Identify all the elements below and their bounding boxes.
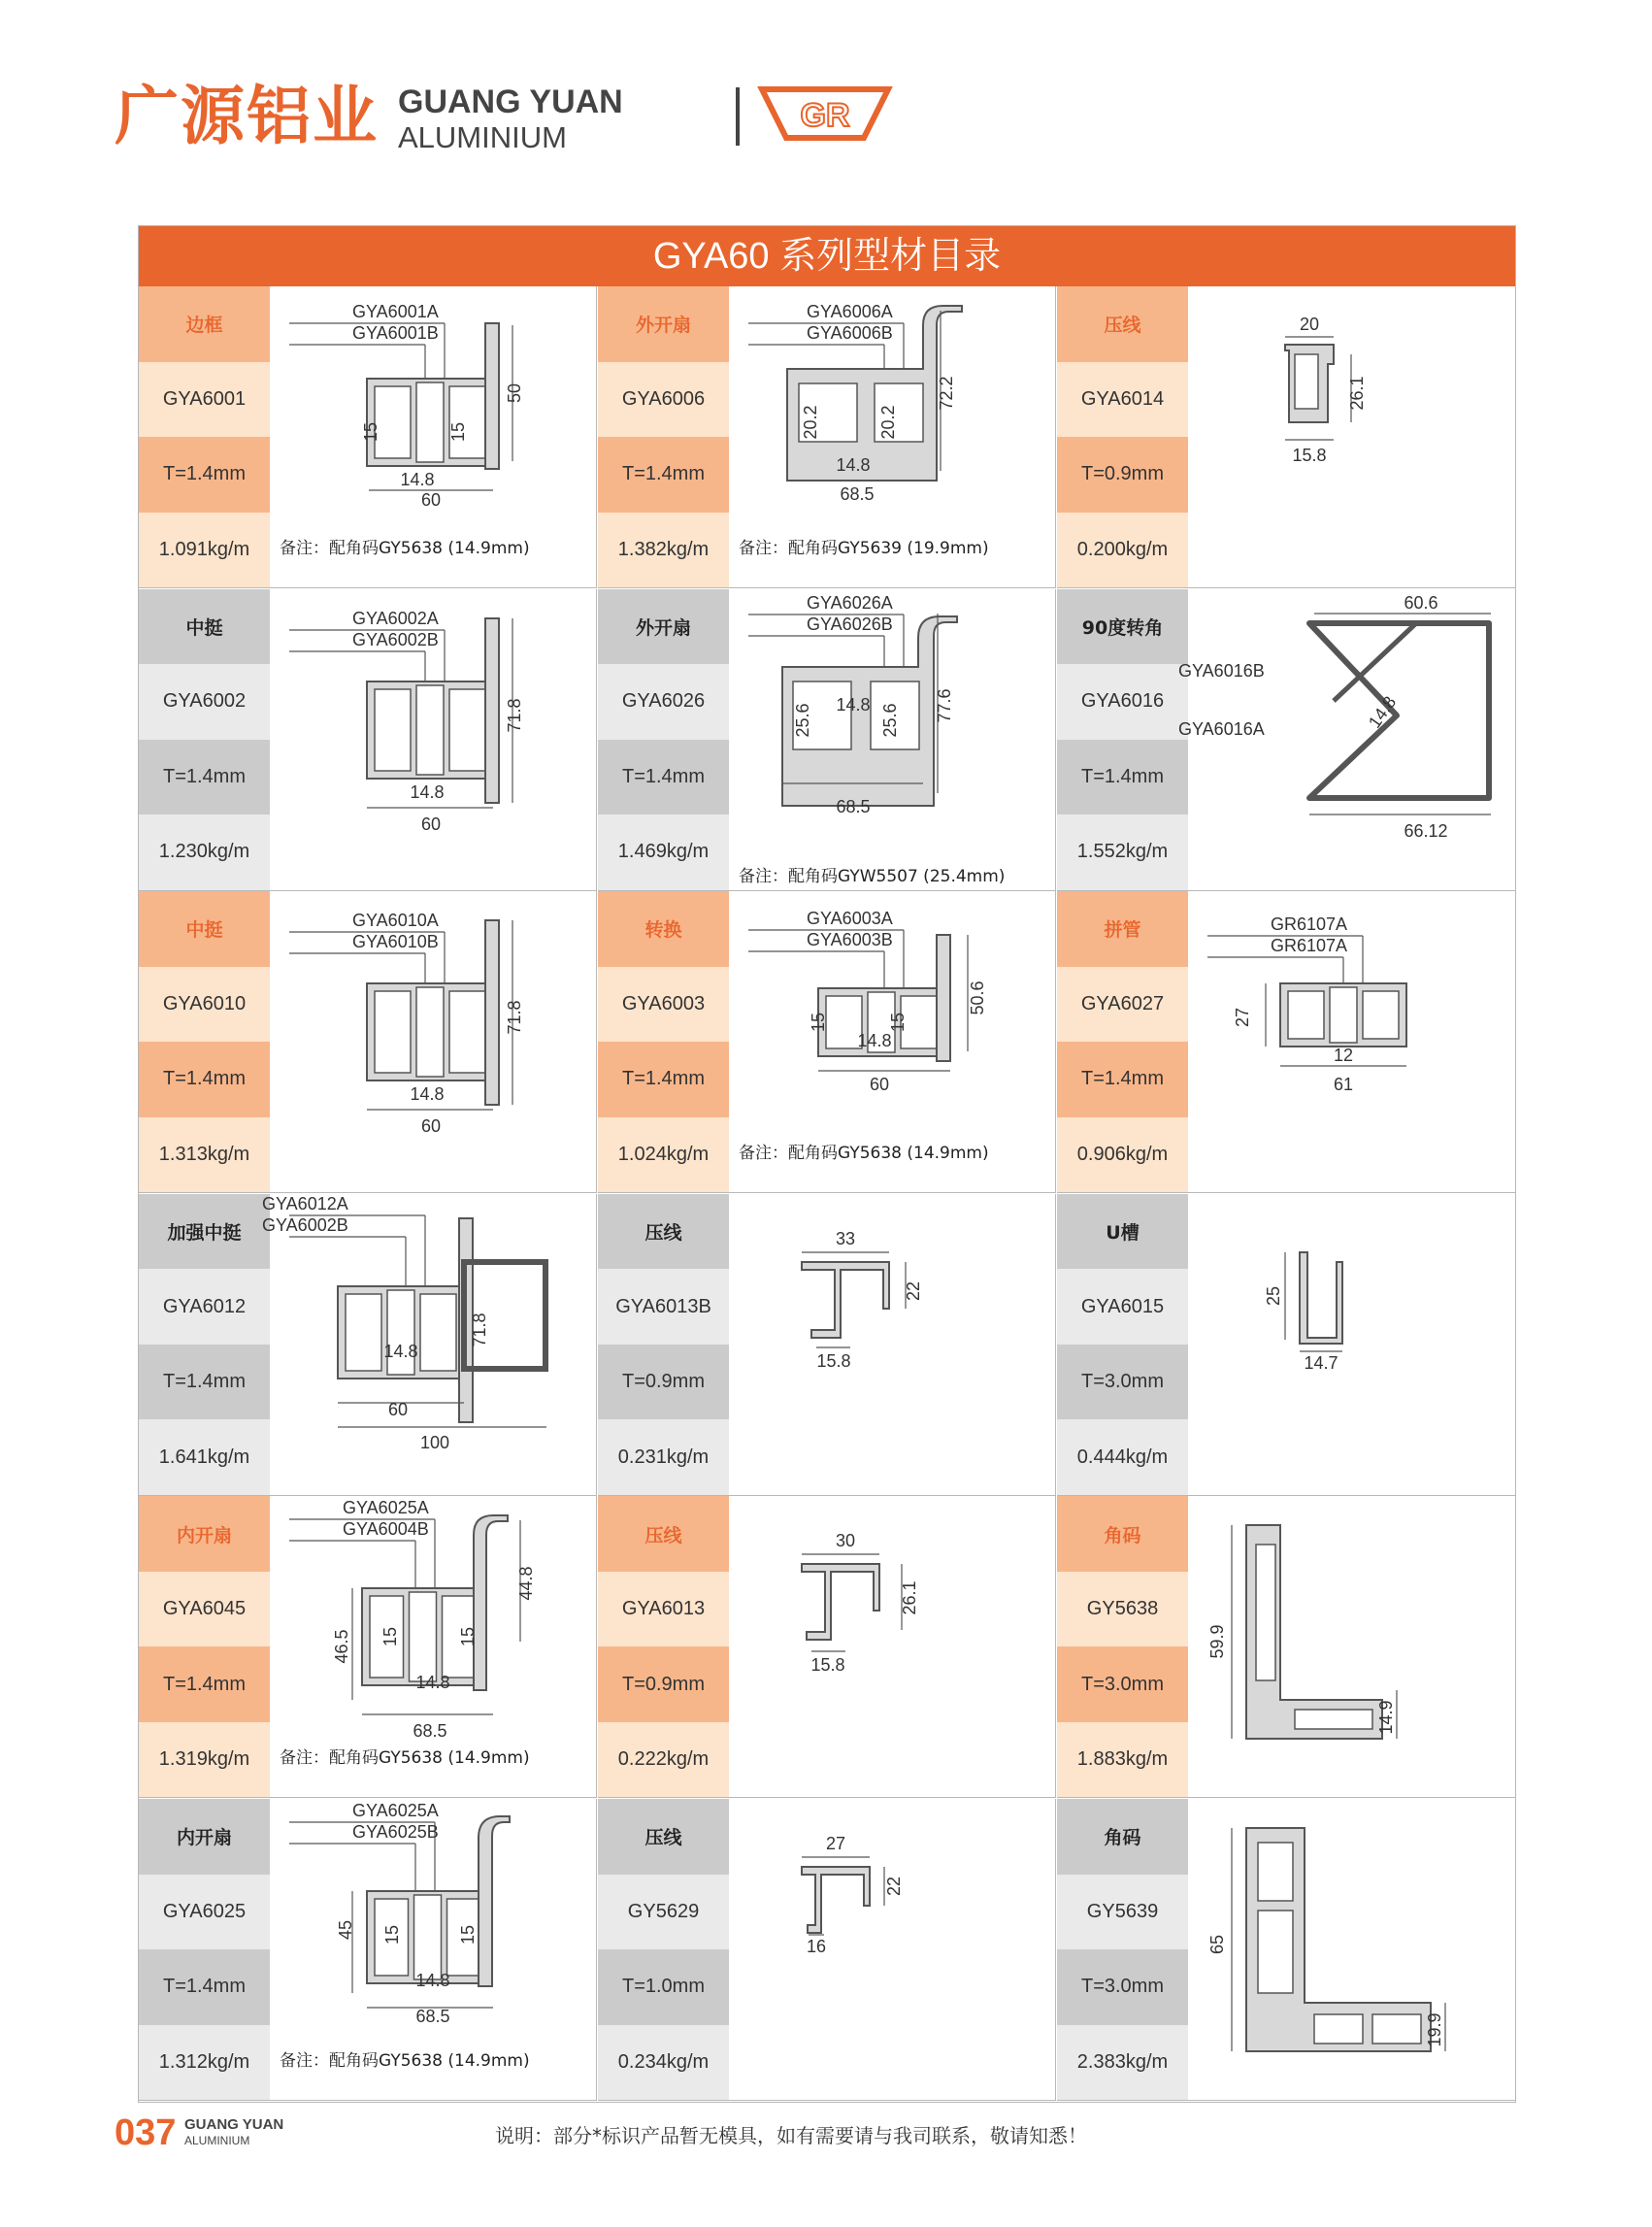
product-cell — [1057, 1496, 1515, 1798]
product-code: GYA6026 — [598, 664, 729, 740]
profile-drawing-area — [729, 589, 1055, 890]
product-thickness: T=0.9mm — [598, 1345, 729, 1420]
product-thickness: T=3.0mm — [1057, 1949, 1188, 2025]
dimension-label: 15 — [380, 1627, 400, 1647]
footer-brand: GUANG YUAN — [184, 2116, 284, 2133]
product-cell — [1057, 1194, 1515, 1496]
product-cell — [598, 589, 1056, 891]
product-name: 加强中挺 — [139, 1194, 270, 1270]
product-code: GYA6006 — [598, 362, 729, 438]
product-code: GYA6002 — [139, 664, 270, 740]
product-thickness: T=3.0mm — [1057, 1345, 1188, 1420]
product-weight: 1.313kg/m — [139, 1117, 270, 1193]
profile-code-label: GYA6025B — [352, 1822, 439, 1842]
dimension-label: 25.6 — [880, 703, 900, 738]
product-cell — [139, 286, 597, 588]
product-name: U槽 — [1057, 1194, 1188, 1270]
product-weight: 1.641kg/m — [139, 1419, 270, 1495]
product-labels — [139, 1799, 270, 2100]
dimension-label: 15 — [888, 1013, 908, 1033]
profile-code-label: GYA6016A — [1178, 718, 1265, 739]
profile-code-label: GYA6001B — [352, 323, 439, 343]
product-thickness: T=1.4mm — [139, 1042, 270, 1117]
profile-code-label: GYA6025A — [343, 1498, 429, 1518]
dimension-label: 14.8 — [857, 1031, 892, 1051]
profile-drawing-area — [270, 891, 596, 1192]
dimension-label: 14.8 — [836, 455, 871, 475]
dimension-label: 14.8 — [410, 781, 445, 802]
product-labels — [1057, 891, 1188, 1192]
profile-drawing — [1188, 286, 1514, 587]
profile-code-label: GYA6010A — [352, 911, 439, 931]
dimension-label: 50 — [505, 382, 524, 404]
footer-note: 说明：部分*标识产品暂无模具，如有需要请与我司联系，敬请知悉！ — [495, 2124, 1087, 2147]
dimension-label: 14.8 — [836, 694, 871, 715]
dimension-label: 14.8 — [415, 1971, 450, 1990]
dimension-label: 14.7 — [1304, 1352, 1338, 1373]
profile-drawing-area — [262, 1193, 596, 1495]
profile-code-label: GYA6026B — [807, 614, 893, 634]
product-weight: 2.383kg/m — [1057, 2025, 1188, 2101]
product-cell — [139, 1799, 597, 2101]
dimension-label: 60 — [420, 490, 442, 510]
dimension-label: 61 — [1333, 1075, 1354, 1095]
dimension-label: 14.8 — [400, 470, 435, 489]
product-thickness: T=1.4mm — [1057, 740, 1188, 815]
profile-drawing-area — [1188, 286, 1514, 587]
brand-name-cn: 广源铝业 — [115, 79, 379, 153]
product-labels — [1057, 286, 1188, 587]
dimension-label: 27 — [825, 1834, 846, 1853]
product-cell — [139, 589, 597, 891]
dimension-label: 14.8 — [383, 1341, 418, 1361]
dimension-label: 15 — [382, 1924, 402, 1945]
profile-code-label: GYA6003B — [807, 930, 893, 950]
product-thickness: T=1.4mm — [598, 1042, 729, 1117]
dimension-label: 14.9 — [1376, 1700, 1396, 1735]
product-code: GY5638 — [1057, 1572, 1188, 1647]
product-labels — [598, 891, 729, 1192]
product-code: GYA6003 — [598, 967, 729, 1043]
profile-drawing — [1188, 1194, 1514, 1495]
product-labels — [139, 1496, 270, 1797]
product-labels — [598, 1496, 729, 1797]
profile-code-label: GYA6026A — [807, 592, 893, 613]
product-name: 边框 — [139, 286, 270, 362]
brand-name-en: GUANG YUAN — [398, 83, 623, 120]
product-name: 外开扇 — [598, 589, 729, 665]
profile-code-label: GYA6002A — [352, 608, 439, 628]
dimension-label: 15.8 — [810, 1655, 845, 1676]
brand-name-en-sub: ALUMINIUM — [398, 120, 567, 154]
profile-drawing-area — [729, 286, 1055, 587]
dimension-label: 14.8 — [1364, 692, 1401, 732]
dimension-label: 60 — [869, 1075, 890, 1095]
dimension-label: 26.1 — [900, 1580, 919, 1615]
product-cell — [1057, 891, 1515, 1193]
dimension-label: 60.6 — [1404, 592, 1438, 613]
product-thickness: T=1.4mm — [598, 740, 729, 815]
product-name: 拼管 — [1057, 891, 1188, 967]
profile-code-label: GR6107A — [1271, 914, 1348, 935]
corner-key-note: 备注：配角码GY5638 (14.9mm) — [739, 1144, 989, 1164]
profile-code-label: GYA6004B — [343, 1519, 429, 1540]
product-cell — [1057, 589, 1515, 891]
profile-drawing — [1188, 1799, 1514, 2100]
product-thickness: T=3.0mm — [1057, 1646, 1188, 1722]
dimension-label: 15.8 — [816, 1350, 851, 1371]
profile-drawing — [1188, 1496, 1514, 1797]
profile-drawing-area — [729, 1496, 1055, 1797]
profile-code-label: GYA6001A — [352, 302, 439, 321]
dimension-label: 15.8 — [1292, 446, 1327, 465]
product-thickness: T=1.4mm — [1057, 1042, 1188, 1117]
dimension-label: 25.6 — [793, 703, 812, 738]
product-thickness: T=1.4mm — [139, 1345, 270, 1420]
product-cell — [139, 1194, 597, 1496]
profile-drawing-area — [270, 589, 596, 890]
dimension-label: 65 — [1207, 1934, 1227, 1955]
product-weight: 0.444kg/m — [1057, 1419, 1188, 1495]
dimension-label: 60 — [420, 1116, 442, 1137]
product-weight: 1.091kg/m — [139, 513, 270, 588]
product-labels — [598, 286, 729, 587]
product-cell — [598, 286, 1056, 588]
product-thickness: T=1.4mm — [139, 1949, 270, 2025]
product-labels — [598, 1799, 729, 2100]
dimension-label: 15 — [458, 1627, 478, 1647]
product-name: 中挺 — [139, 589, 270, 665]
dimension-label: 68.5 — [415, 2007, 450, 2026]
catalog-table — [138, 225, 1516, 2103]
corner-key-note: 备注：配角码GY5638 (14.9mm) — [280, 539, 530, 558]
product-weight: 1.312kg/m — [139, 2025, 270, 2101]
product-name: 角码 — [1057, 1799, 1188, 1875]
product-labels — [139, 1194, 270, 1495]
logo-separator — [736, 87, 740, 146]
profile-code-label: GR6107A — [1271, 936, 1348, 956]
product-weight: 1.552kg/m — [1057, 814, 1188, 890]
dimension-label: 19.9 — [1425, 2012, 1444, 2047]
footer-brand-sub: ALUMINIUM — [184, 2134, 250, 2147]
product-code: GYA6010 — [139, 967, 270, 1043]
product-thickness: T=0.9mm — [1057, 437, 1188, 513]
dimension-label: 12 — [1333, 1046, 1354, 1066]
product-code: GYA6013B — [598, 1269, 729, 1345]
profile-code-label: GYA6025A — [352, 1801, 439, 1820]
profile-drawing-area — [1188, 1194, 1514, 1495]
dimension-label: 30 — [835, 1531, 856, 1551]
dimension-label: 14.8 — [415, 1673, 450, 1693]
dimension-label: 26.1 — [1347, 376, 1367, 411]
dimension-label: 22 — [904, 1280, 923, 1301]
product-name: 压线 — [598, 1194, 729, 1270]
profile-code-label: GYA6003A — [807, 909, 893, 929]
dimension-label: 20.2 — [801, 405, 820, 440]
product-labels — [1057, 1799, 1188, 2100]
dimension-label: 71.8 — [470, 1313, 489, 1347]
product-name: 压线 — [598, 1799, 729, 1875]
dimension-label: 77.6 — [935, 688, 954, 723]
product-name: 外开扇 — [598, 286, 729, 362]
dimension-label: 68.5 — [840, 484, 875, 504]
corner-key-note: 备注：配角码GY5639 (19.9mm) — [739, 539, 989, 558]
dimension-label: 46.5 — [332, 1629, 351, 1664]
product-thickness: T=1.4mm — [139, 1646, 270, 1722]
dimension-label: 15 — [361, 421, 380, 443]
product-cell — [598, 1194, 1056, 1496]
dimension-label: 44.8 — [516, 1566, 536, 1601]
profile-code-label: GYA6002B — [352, 629, 439, 649]
product-weight: 1.382kg/m — [598, 513, 729, 588]
product-name: 压线 — [1057, 286, 1188, 362]
dimension-label: 71.8 — [505, 1000, 524, 1035]
dimension-label: 59.9 — [1207, 1624, 1227, 1659]
product-code: GYA6012 — [139, 1269, 270, 1345]
product-labels — [139, 589, 270, 890]
product-code: GYA6027 — [1057, 967, 1188, 1043]
dimension-label: 16 — [806, 1937, 827, 1956]
product-code: GYA6013 — [598, 1572, 729, 1647]
product-thickness: T=1.4mm — [139, 740, 270, 815]
product-labels — [139, 286, 270, 587]
dimension-label: 15 — [809, 1013, 828, 1033]
profile-code-label: GYA6010B — [352, 932, 439, 952]
product-weight: 0.231kg/m — [598, 1419, 729, 1495]
product-thickness: T=0.9mm — [598, 1646, 729, 1722]
profile-drawing-area — [270, 286, 596, 587]
corner-key-note: 备注：配角码GYW5507 (25.4mm) — [739, 866, 1006, 886]
profile-drawing-area — [1188, 1799, 1514, 2100]
profile-drawing-area — [1188, 1496, 1514, 1797]
product-code: GYA6045 — [139, 1572, 270, 1647]
dimension-label: 33 — [835, 1228, 856, 1248]
catalog-grid — [139, 286, 1515, 2102]
product-labels — [1057, 1194, 1188, 1495]
product-thickness: T=1.4mm — [598, 437, 729, 513]
product-code: GYA6001 — [139, 362, 270, 438]
product-code: GY5629 — [598, 1875, 729, 1950]
dimension-label: 14.8 — [410, 1084, 445, 1105]
corner-key-note: 备注：配角码GY5638 (14.9mm) — [280, 2051, 530, 2071]
dimension-label: 100 — [419, 1432, 450, 1452]
product-thickness: T=1.0mm — [598, 1949, 729, 2025]
corner-key-note: 备注：配角码GY5638 (14.9mm) — [280, 1748, 530, 1769]
product-name: 转换 — [598, 891, 729, 967]
dimension-label: 27 — [1233, 1008, 1252, 1028]
product-cell — [598, 1799, 1056, 2101]
dimension-label: 66.12 — [1404, 820, 1448, 841]
dimension-label: 20 — [1299, 315, 1320, 334]
dimension-label: 68.5 — [413, 1721, 447, 1742]
product-cell — [598, 1496, 1056, 1798]
dimension-label: 22 — [884, 1876, 904, 1897]
profile-drawing — [729, 1194, 1055, 1495]
product-code: GYA6016 — [1057, 664, 1188, 740]
page-number: 037 — [115, 2112, 177, 2153]
profile-code-label: GYA6006A — [807, 302, 893, 321]
product-name: 压线 — [598, 1496, 729, 1572]
product-name: 中挺 — [139, 891, 270, 967]
product-code: GYA6014 — [1057, 362, 1188, 438]
product-weight: 1.024kg/m — [598, 1117, 729, 1193]
product-code: GYA6015 — [1057, 1269, 1188, 1345]
brand-mark-text: GR — [800, 97, 850, 134]
product-cell — [1057, 1799, 1515, 2101]
product-cell — [139, 891, 597, 1193]
product-code: GYA6025 — [139, 1875, 270, 1950]
product-weight: 1.319kg/m — [139, 1722, 270, 1798]
catalog-title: GYA60 系列型材目录 — [139, 226, 1515, 286]
product-weight: 0.200kg/m — [1057, 513, 1188, 588]
product-weight: 0.222kg/m — [598, 1722, 729, 1798]
dimension-label: 68.5 — [836, 796, 871, 816]
product-thickness: T=1.4mm — [139, 437, 270, 513]
product-labels — [1057, 589, 1188, 890]
profile-drawing — [262, 1193, 596, 1495]
product-cell — [598, 891, 1056, 1193]
product-name: 内开扇 — [139, 1799, 270, 1875]
profile-drawing — [1178, 589, 1514, 890]
product-name: 90度转角 — [1057, 589, 1188, 665]
product-name: 内开扇 — [139, 1496, 270, 1572]
dimension-label: 60 — [420, 814, 442, 834]
product-weight: 1.883kg/m — [1057, 1722, 1188, 1798]
dimension-label: 15 — [458, 1924, 478, 1945]
product-cell — [139, 1496, 597, 1798]
product-labels — [139, 891, 270, 1192]
profile-code-label: GYA6016B — [1178, 660, 1265, 681]
dimension-label: 45 — [336, 1919, 355, 1941]
profile-drawing-area — [270, 1496, 596, 1797]
profile-drawing — [729, 1496, 1055, 1797]
dimension-label: 50.6 — [968, 981, 987, 1015]
product-labels — [598, 1194, 729, 1495]
profile-drawing — [729, 589, 1055, 890]
product-weight: 0.906kg/m — [1057, 1117, 1188, 1193]
profile-drawing — [729, 1799, 1055, 2100]
profile-drawing-area — [729, 1194, 1055, 1495]
profile-drawing-area — [729, 891, 1055, 1192]
product-weight: 1.469kg/m — [598, 814, 729, 890]
profile-drawing — [270, 589, 596, 890]
profile-code-label: GYA6002B — [262, 1214, 348, 1235]
product-code: GY5639 — [1057, 1875, 1188, 1950]
product-labels — [1057, 1496, 1188, 1797]
product-cell — [1057, 286, 1515, 588]
dimension-label: 60 — [387, 1399, 409, 1419]
product-labels — [598, 589, 729, 890]
profile-drawing-area — [270, 1799, 596, 2100]
profile-drawing-area — [729, 1799, 1055, 2100]
product-name: 角码 — [1057, 1496, 1188, 1572]
dimension-label: 72.2 — [937, 376, 956, 411]
profile-code-label: GYA6006B — [807, 323, 893, 343]
dimension-label: 15 — [448, 421, 468, 443]
profile-drawing-area — [1178, 589, 1514, 890]
dimension-label: 20.2 — [878, 405, 898, 440]
brand-mark-icon — [757, 78, 893, 155]
product-weight: 0.234kg/m — [598, 2025, 729, 2101]
profile-drawing — [270, 891, 596, 1192]
dimension-label: 25 — [1264, 1285, 1283, 1306]
dimension-label: 71.8 — [505, 698, 524, 733]
profile-code-label: GYA6012A — [262, 1193, 348, 1213]
profile-drawing — [1188, 891, 1514, 1192]
product-weight: 1.230kg/m — [139, 814, 270, 890]
profile-drawing-area — [1188, 891, 1514, 1192]
